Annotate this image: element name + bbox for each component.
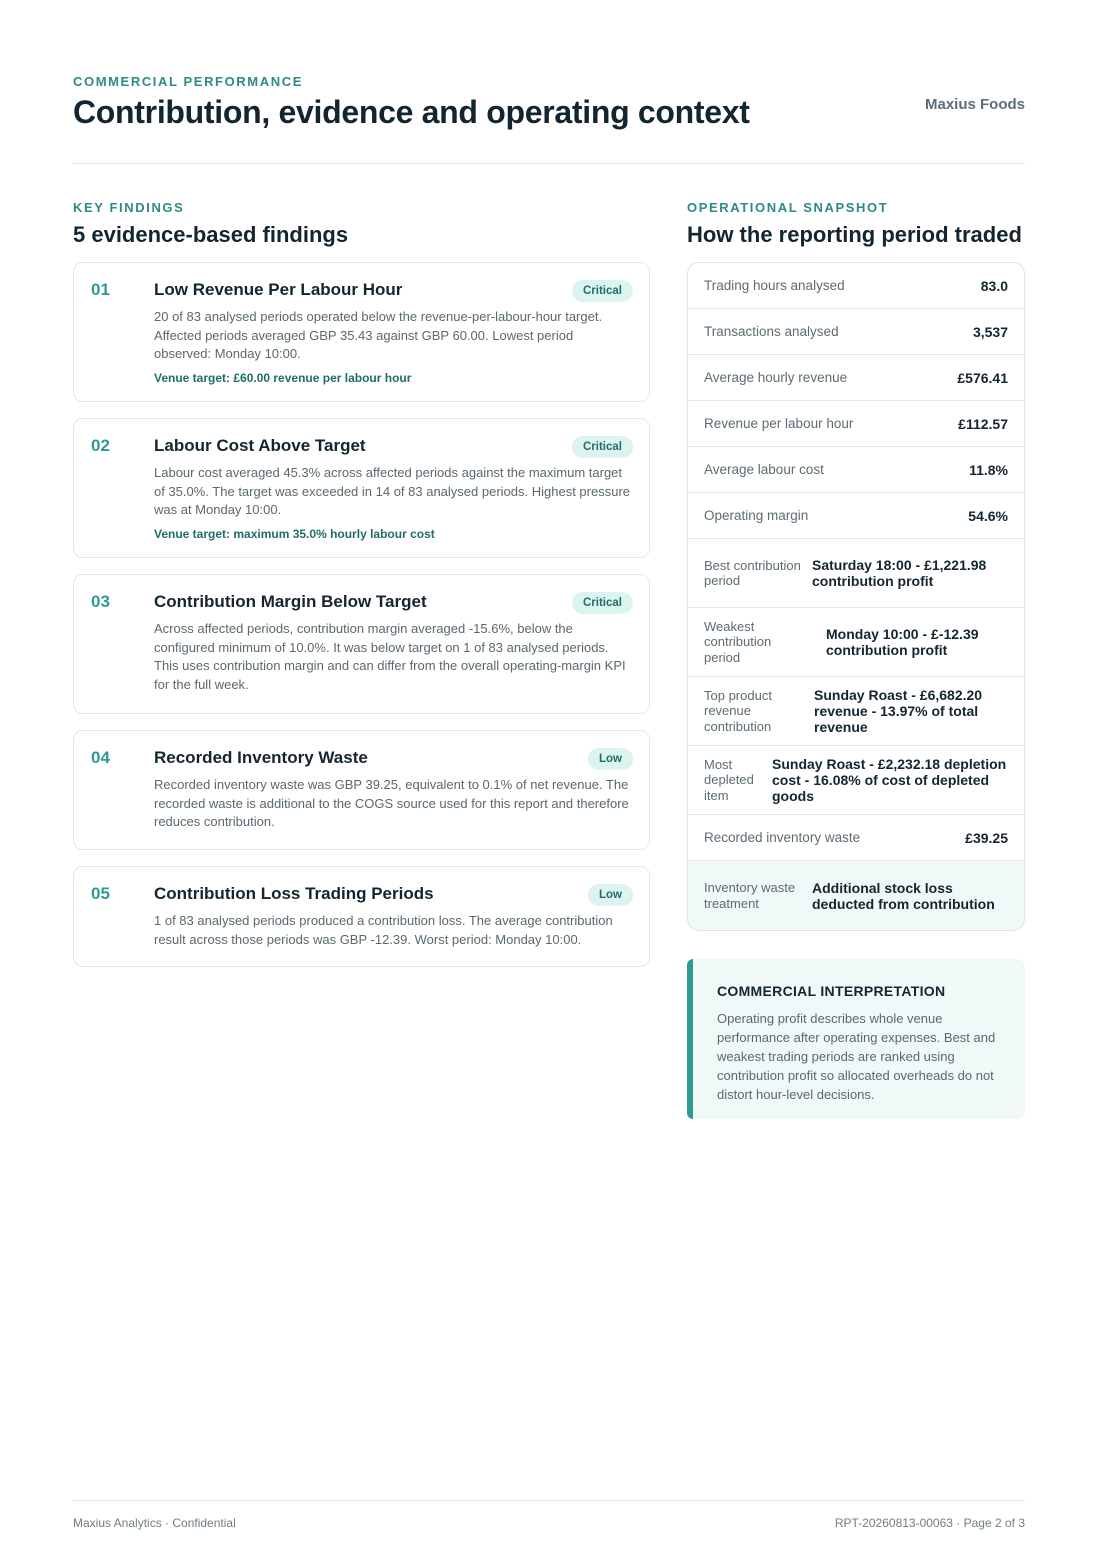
snapshot-row [688, 608, 1024, 677]
finding-number: 03 [91, 592, 110, 611]
finding-card-02 [73, 418, 650, 558]
snapshot-row [688, 263, 1024, 309]
callout-body: Operating profit describes whole venue performance after operating expenses. Best and weakest trading periods are ranked using contribution profit so allocated overheads do not distort hour-level decisions. [717, 1011, 996, 1102]
finding-body: Recorded inventory waste was GBP 39.25, equivalent to 0.1% of net revenue. The recorded waste is additional to the COGS source used for this report and therefore reduces contribution. [154, 777, 629, 829]
finding-card-03 [73, 574, 650, 714]
findings-title: 5 evidence-based findings [73, 222, 349, 247]
severity-badge: Low [588, 748, 633, 770]
finding-number: 05 [91, 884, 110, 903]
page-eyebrow: COMMERCIAL PERFORMANCE [73, 74, 303, 89]
snapshot-label: Recorded inventory waste [704, 830, 861, 845]
callout-accent-bar [687, 959, 693, 1119]
severity-badge: Critical [572, 436, 633, 458]
snapshot-value: £576.41 [957, 369, 1008, 386]
snapshot-value: Saturday 18:00 - £1,221.98 contribution profit [812, 557, 987, 589]
snapshot-table [687, 262, 1025, 931]
snapshot-label: Top product revenue contribution [704, 687, 772, 734]
finding-target: Venue target: maximum 35.0% hourly labour cost [154, 526, 435, 541]
severity-badge: Critical [572, 592, 633, 614]
brand-name: Maxius Foods [924, 96, 1025, 113]
footer-right: RPT-20260813-00063 · Page 2 of 3 [834, 1516, 1025, 1530]
finding-body: 20 of 83 analysed periods operated below the revenue-per-labour-hour target. Affected periods averaged GBP 35.43 against GBP 60.00. Lowest period observed: Monday 10:00. [154, 309, 603, 361]
snapshot-value: Additional stock loss deducted from contribution [812, 879, 995, 912]
finding-title: Labour Cost Above Target [154, 436, 366, 455]
commercial-interpretation-callout [687, 959, 1025, 1119]
snapshot-value: Sunday Roast - £6,682.20 revenue - 13.97% of total revenue [814, 687, 983, 735]
page-title: Contribution, evidence and operating context [73, 94, 750, 130]
snapshot-label: Trading hours analysed [704, 278, 845, 293]
finding-number: 04 [91, 748, 110, 767]
snapshot-label: Transactions analysed [704, 324, 839, 339]
snapshot-row [688, 309, 1024, 355]
snapshot-label: Most depleted item [704, 756, 754, 803]
key-findings-column [73, 200, 650, 983]
snapshot-row [688, 539, 1024, 608]
snapshot-value: 11.8% [969, 461, 1008, 478]
snapshot-eyebrow: OPERATIONAL SNAPSHOT [687, 200, 889, 215]
snapshot-label: Operating margin [704, 508, 809, 523]
finding-body: Labour cost averaged 45.3% across affected periods against the maximum target of 35.0%. The target was exceeded in 14 of 83 analysed periods. Highest pressure was at Monday 10:00. [154, 465, 630, 517]
finding-number: 02 [91, 436, 110, 455]
report-page [73, 0, 1025, 1562]
severity-badge: Low [588, 884, 633, 906]
snapshot-value: £112.57 [958, 415, 1008, 432]
finding-card-01 [73, 262, 650, 402]
snapshot-label: Average labour cost [704, 462, 824, 477]
finding-number: 01 [91, 280, 110, 299]
snapshot-value: £39.25 [965, 829, 1008, 846]
snapshot-row [688, 493, 1024, 539]
findings-eyebrow: KEY FINDINGS [73, 200, 185, 215]
finding-card-05 [73, 866, 650, 967]
snapshot-value: 3,537 [972, 323, 1008, 340]
finding-card-04 [73, 730, 650, 850]
finding-title: Recorded Inventory Waste [154, 748, 368, 767]
finding-title: Contribution Loss Trading Periods [154, 884, 434, 903]
snapshot-label: Weakest contribution period [704, 618, 772, 665]
snapshot-value: Sunday Roast - £2,232.18 depletion cost - 16.08% of cost of depleted goods [772, 756, 1007, 804]
snapshot-value: 54.6% [968, 507, 1008, 524]
snapshot-label: Average hourly revenue [704, 370, 848, 385]
footer-left: Maxius Analytics · Confidential [73, 1516, 236, 1530]
snapshot-row [688, 861, 1024, 930]
callout-title: COMMERCIAL INTERPRETATION [717, 983, 946, 999]
snapshot-label: Revenue per labour hour [704, 416, 854, 431]
finding-title: Contribution Margin Below Target [154, 592, 427, 611]
finding-title: Low Revenue Per Labour Hour [154, 280, 403, 299]
page-footer [73, 1500, 1025, 1530]
snapshot-row [688, 401, 1024, 447]
snapshot-value: Monday 10:00 - £-12.39 contribution profit [826, 626, 979, 658]
snapshot-row [688, 815, 1024, 861]
finding-body: Across affected periods, contribution margin averaged -15.6%, below the configured minimum of 10.0%. It was below target on 1 of 83 analysed periods. This uses contribution margin and can differ from the overall operating-margin KPI for the full week. [154, 621, 626, 692]
severity-badge: Critical [572, 280, 633, 302]
snapshot-value: 83.0 [980, 277, 1008, 294]
snapshot-label: Best contribution period [704, 557, 801, 588]
snapshot-row [688, 746, 1024, 815]
snapshot-title: How the reporting period traded [687, 222, 1022, 247]
snapshot-row [688, 677, 1024, 746]
finding-body: 1 of 83 analysed periods produced a contribution loss. The average contribution result across those periods was GBP -12.39. Worst period: Monday 10:00. [154, 913, 613, 947]
operational-snapshot-column [687, 200, 1025, 1119]
snapshot-label: Inventory waste treatment [704, 880, 796, 911]
snapshot-row [688, 355, 1024, 401]
page-header [73, 72, 1025, 164]
snapshot-row [688, 447, 1024, 493]
finding-target: Venue target: £60.00 revenue per labour hour [154, 370, 412, 385]
